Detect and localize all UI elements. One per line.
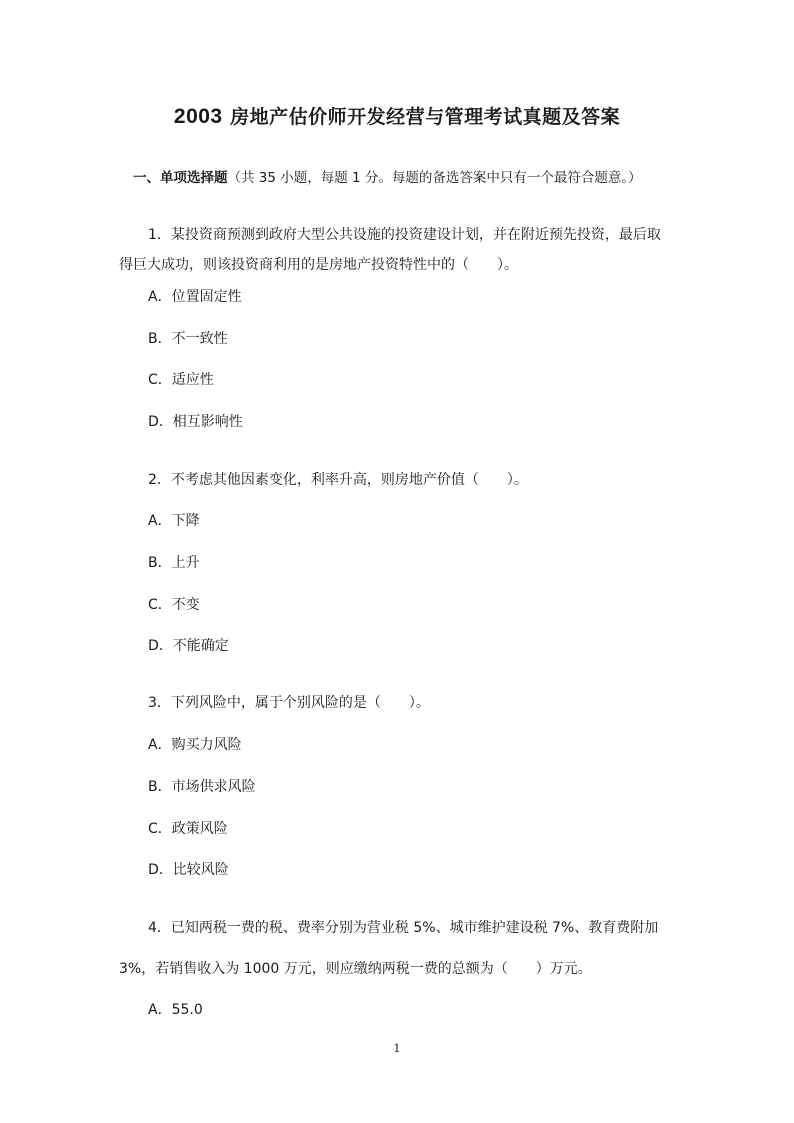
question-4-option-a: A．55.0 xyxy=(148,1002,203,1018)
question-4-line-1: 4．已知两税一费的税、费率分别为营业税 5%、城市维护建设税 7%、教育费附加 xyxy=(148,920,659,936)
question-3-option-c: C．政策风险 xyxy=(148,821,228,837)
question-2-option-d: D．不能确定 xyxy=(148,638,229,654)
page-number: 1 xyxy=(393,1042,401,1055)
question-1-option-a: A．位置固定性 xyxy=(148,289,242,305)
section-heading xyxy=(133,166,642,186)
question-4-line-2: 3%，若销售收入为 1000 万元，则应缴纳两税一费的总额为（ ）万元。 xyxy=(119,961,592,977)
section-note: （共 35 小题，每题 1 分。每题的备选答案中只有一个最符合题意。） xyxy=(227,170,642,186)
question-3-option-d: D．比较风险 xyxy=(148,862,229,878)
question-1-option-c: C．适应性 xyxy=(148,372,214,388)
question-3-line-1: 3．下列风险中，属于个别风险的是（ ）。 xyxy=(148,695,430,711)
document-title xyxy=(0,102,794,129)
question-2-option-c: C．不变 xyxy=(148,597,200,613)
title-year: 2003 xyxy=(173,105,223,128)
question-1-option-d: D．相互影响性 xyxy=(148,414,243,430)
question-1-option-b: B．不一致性 xyxy=(148,331,228,347)
question-1-line-2: 得巨大成功，则该投资商利用的是房地产投资特性中的（ ）。 xyxy=(119,257,518,273)
title-text: 房地产估价师开发经营与管理考试真题及答案 xyxy=(230,106,621,128)
question-2-line-1: 2．不考虑其他因素变化，利率升高，则房地产价值（ ）。 xyxy=(148,472,528,488)
section-label: 一、单项选择题 xyxy=(133,170,228,186)
question-1-line-1: 1．某投资商预测到政府大型公共设施的投资建设计划，并在附近预先投资，最后取 xyxy=(148,227,661,243)
question-3-option-a: A．购买力风险 xyxy=(148,737,242,753)
question-2-option-a: A．下降 xyxy=(148,513,200,529)
question-2-option-b: B．上升 xyxy=(148,555,200,571)
question-3-option-b: B．市场供求风险 xyxy=(148,779,256,795)
